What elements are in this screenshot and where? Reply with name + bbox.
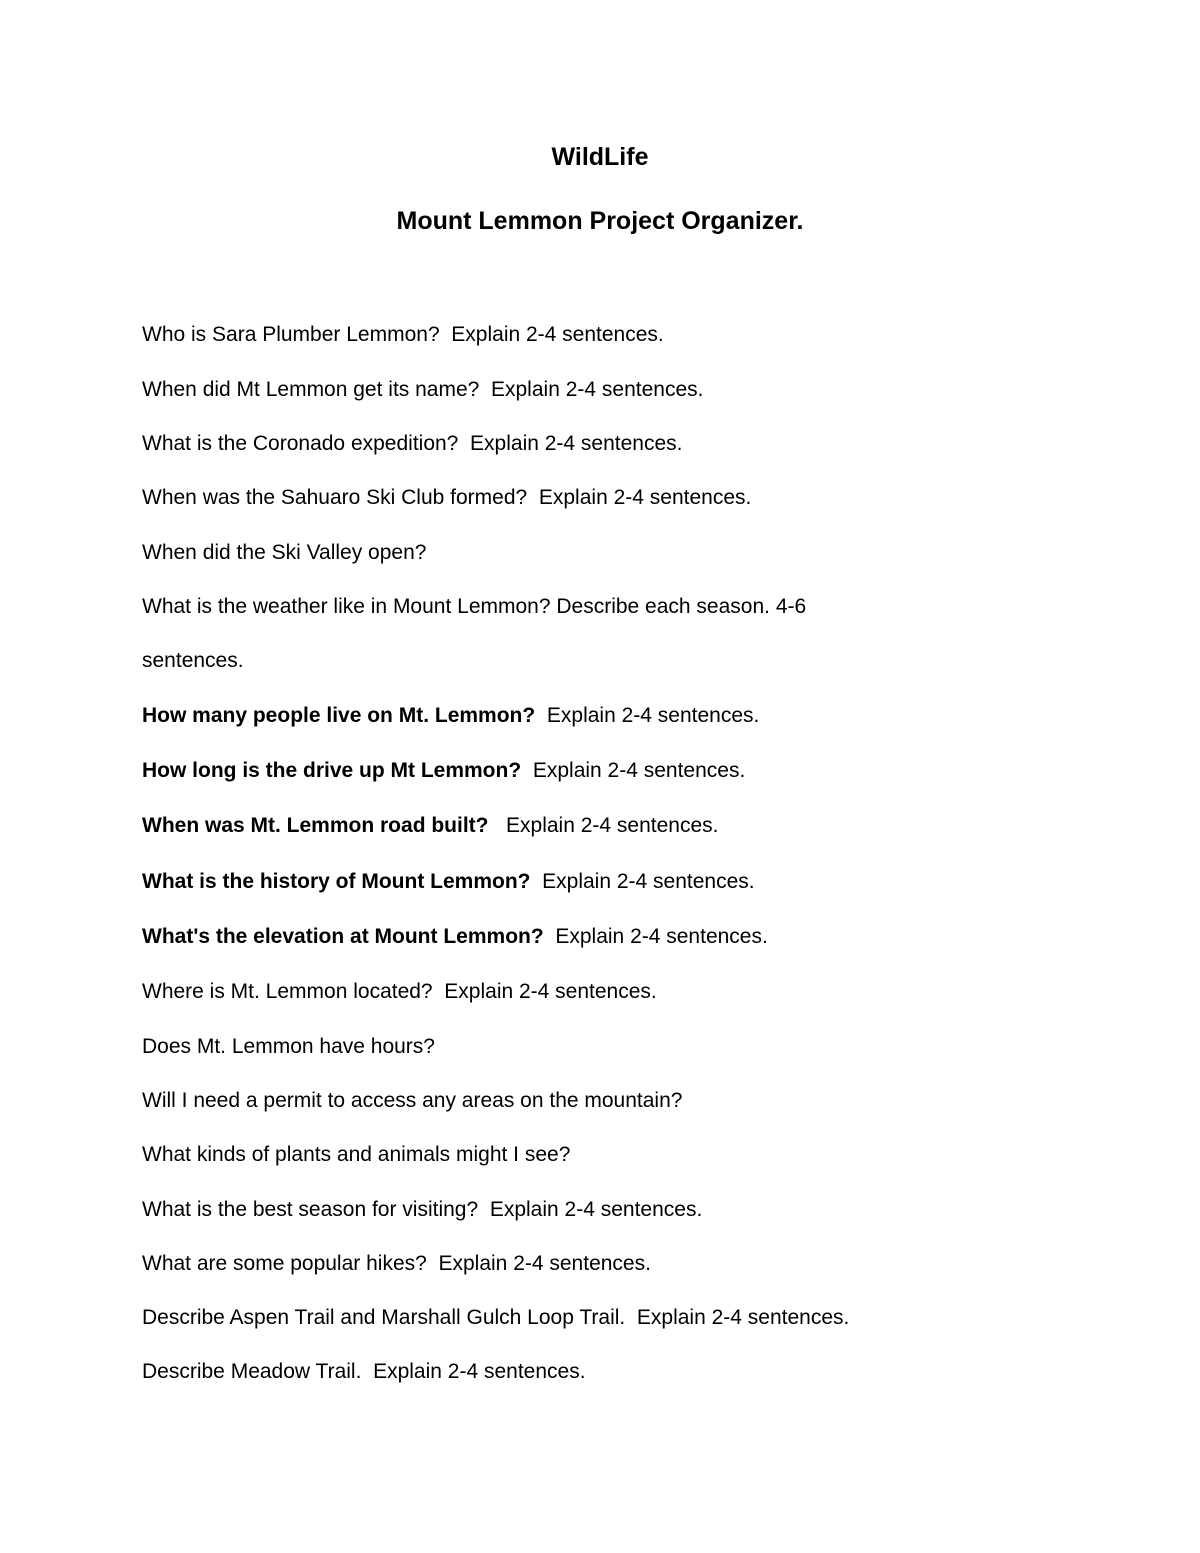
question-line	[142, 540, 426, 566]
question-text: What is the weather like in Mount Lemmon? Describe each season. 4-6	[142, 595, 807, 618]
question-text: What kinds of plants and animals might I see?	[142, 1143, 571, 1166]
question-text: Does Mt. Lemmon have hours?	[142, 1035, 435, 1058]
document-subtitle: Mount Lemmon Project Organizer.	[396, 207, 804, 235]
question-lead: How long is the drive up Mt Lemmon?	[142, 759, 522, 782]
question-line	[142, 648, 244, 674]
question-line	[142, 924, 768, 950]
question-text: When did the Ski Valley open?	[142, 541, 427, 564]
question-line	[142, 869, 755, 895]
question-text: What are some popular hikes? Explain 2-4 sentences.	[142, 1252, 651, 1275]
question-text: sentences.	[142, 649, 244, 672]
question-text: Will I need a permit to access any areas on the mountain?	[142, 1089, 683, 1112]
document-title: WildLife	[551, 143, 649, 171]
question-line	[142, 1251, 651, 1277]
question-text: Explain 2-4 sentences.	[530, 870, 755, 893]
question-text: Who is Sara Plumber Lemmon? Explain 2-4 sentences.	[142, 323, 664, 346]
question-line	[142, 1197, 702, 1223]
question-lead: How many people live on Mt. Lemmon?	[142, 704, 536, 727]
question-text: Where is Mt. Lemmon located? Explain 2-4 sentences.	[142, 980, 657, 1003]
question-line	[142, 485, 751, 511]
question-line	[142, 1088, 682, 1114]
question-line	[142, 703, 759, 729]
question-text: Explain 2-4 sentences.	[488, 814, 719, 837]
question-line	[142, 1305, 849, 1331]
question-text: Describe Meadow Trail. Explain 2-4 sentences.	[142, 1360, 586, 1383]
question-text: Explain 2-4 sentences.	[521, 759, 746, 782]
question-text: When did Mt Lemmon get its name? Explain 2-4 sentences.	[142, 378, 704, 401]
question-lead: What is the history of Mount Lemmon?	[142, 870, 531, 893]
question-text: What is the best season for visiting? Explain 2-4 sentences.	[142, 1198, 703, 1221]
question-text: What is the Coronado expedition? Explain 2-4 sentences.	[142, 432, 683, 455]
question-line	[142, 322, 664, 348]
question-text: When was the Sahuaro Ski Club formed? Explain 2-4 sentences.	[142, 486, 752, 509]
question-lead: When was Mt. Lemmon road built?	[142, 814, 489, 837]
question-line	[142, 1142, 570, 1168]
question-text: Explain 2-4 sentences.	[535, 704, 760, 727]
question-line	[142, 377, 703, 403]
question-text: Explain 2-4 sentences.	[543, 925, 768, 948]
question-line	[142, 1359, 586, 1385]
question-line	[142, 431, 683, 457]
question-line	[142, 979, 657, 1005]
question-lead: What's the elevation at Mount Lemmon?	[142, 925, 544, 948]
question-text: Describe Aspen Trail and Marshall Gulch Loop Trail. Explain 2-4 sentences.	[142, 1306, 850, 1329]
question-line	[142, 594, 806, 620]
question-line	[142, 758, 745, 784]
question-line	[142, 813, 718, 839]
question-line	[142, 1034, 435, 1060]
